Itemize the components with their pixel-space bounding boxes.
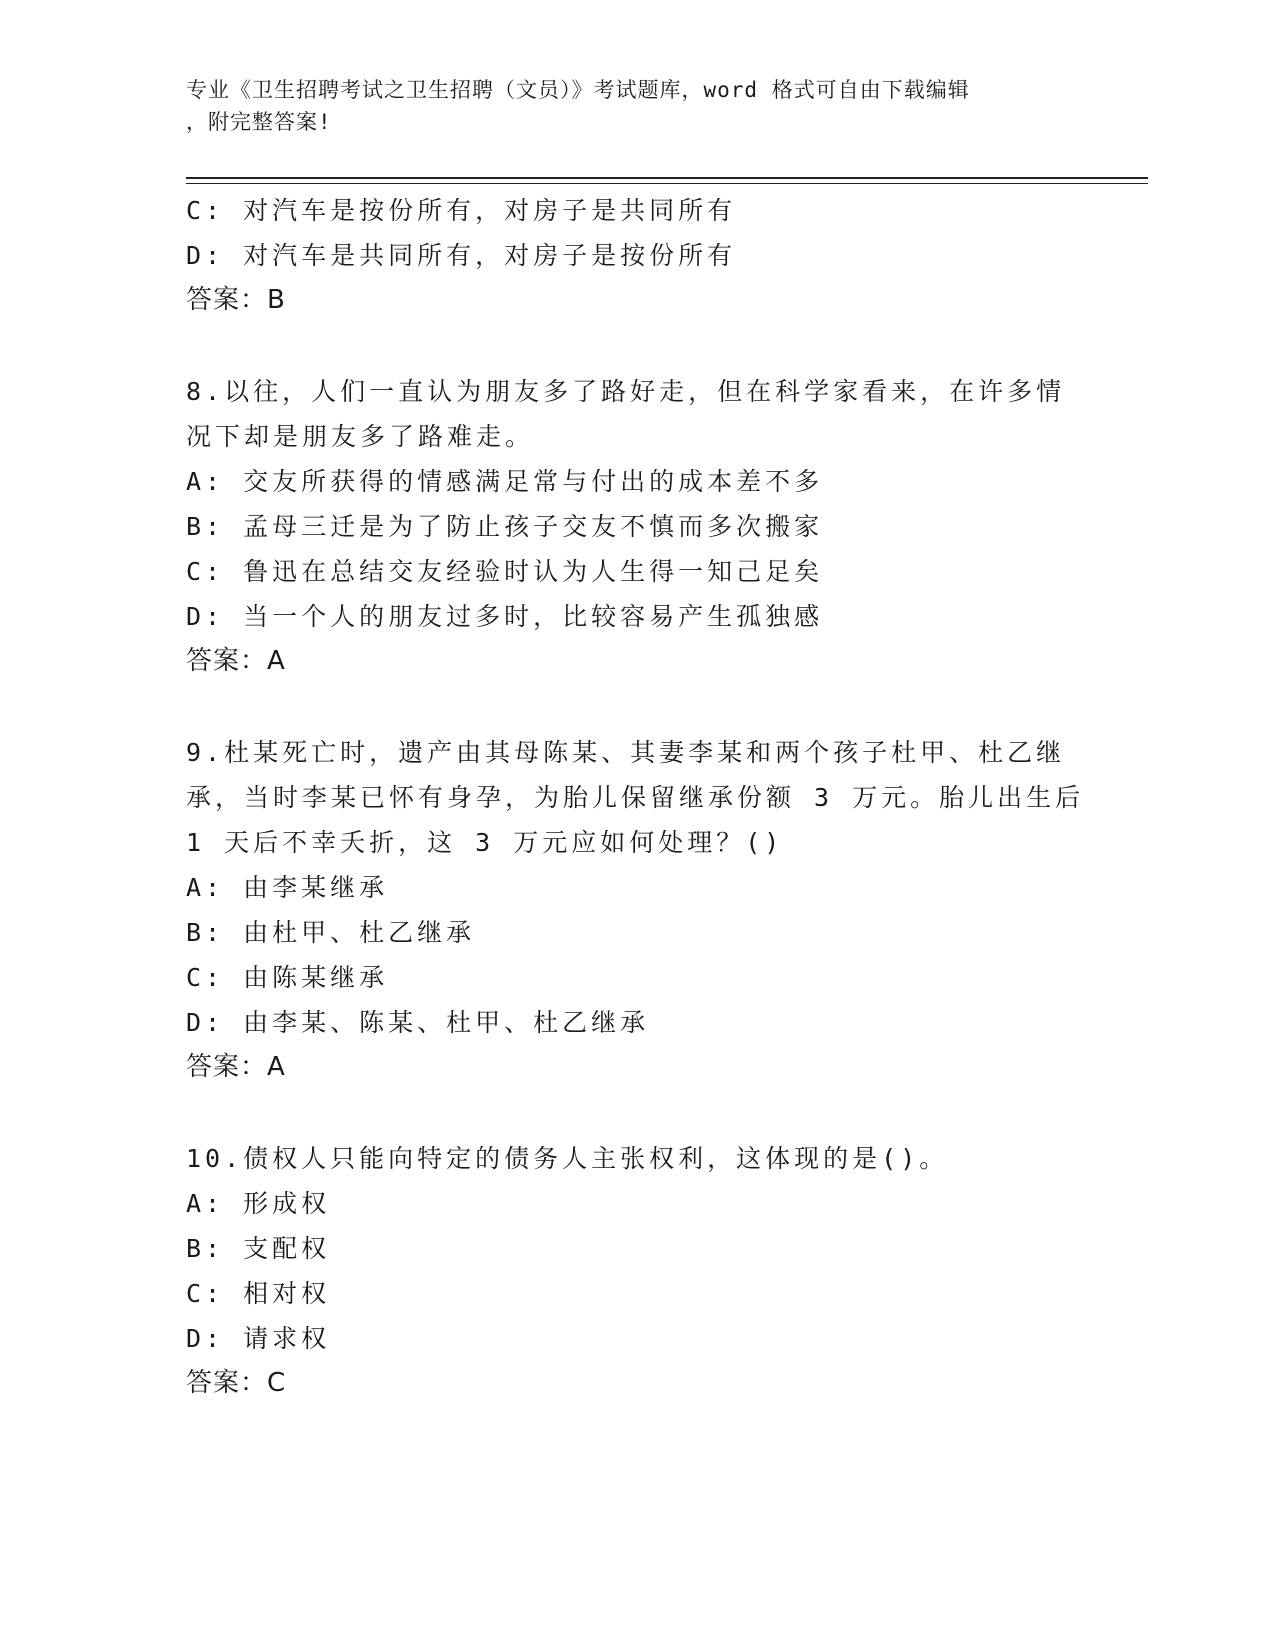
option-c: C: 由陈某继承	[186, 963, 389, 992]
question-block-10	[186, 1136, 1086, 1406]
answer-line: 答案：A	[186, 1052, 286, 1082]
question-stem-cont: 况下却是朋友多了路难走。	[186, 422, 535, 451]
spacer	[186, 684, 1086, 730]
question-stem: 9.杜某死亡时，遗产由其母陈某、其妻李某和两个孩子杜甲、杜乙继	[186, 738, 1066, 767]
option-b: B: 支配权	[186, 1234, 331, 1263]
spacer	[186, 1090, 1086, 1136]
question-list	[186, 188, 1086, 1406]
option-a: A: 由李某继承	[186, 873, 389, 902]
question-stem: 8.以往，人们一直认为朋友多了路好走，但在科学家看来，在许多情	[186, 377, 1066, 406]
header-line-2: ，附完整答案!	[186, 110, 332, 134]
option-a: A: 交友所获得的情感满足常与付出的成本差不多	[186, 467, 824, 496]
option-d: D: 请求权	[186, 1324, 331, 1353]
option-d: D: 由李某、陈某、杜甲、杜乙继承	[186, 1008, 650, 1037]
option-d: D: 当一个人的朋友过多时，比较容易产生孤独感	[186, 602, 824, 631]
spacer	[186, 323, 1086, 369]
question-stem-cont: 承，当时李某已怀有身孕，为胎儿保留继承份额 3 万元。胎儿出生后	[186, 783, 1085, 812]
question-block-8	[186, 369, 1086, 684]
option-c: C: 对汽车是按份所有，对房子是共同所有	[186, 196, 737, 225]
answer-line: 答案：B	[186, 285, 286, 315]
header-divider-thick	[186, 177, 1148, 179]
option-c: C: 相对权	[186, 1279, 331, 1308]
question-block-prev	[186, 188, 1086, 323]
answer-line: 答案：C	[186, 1368, 287, 1398]
header-line-1: 专业《卫生招聘考试之卫生招聘（文员）》考试题库，word 格式可自由下载编辑	[186, 78, 970, 102]
answer-line: 答案：A	[186, 646, 286, 676]
option-b: B: 孟母三迁是为了防止孩子交友不慎而多次搬家	[186, 512, 824, 541]
option-c: C: 鲁迅在总结交友经验时认为人生得一知己足矣	[186, 557, 824, 586]
question-stem: 10.债权人只能向特定的债务人主张权利，这体现的是()。	[186, 1144, 949, 1173]
option-b: B: 由杜甲、杜乙继承	[186, 918, 476, 947]
header-divider-thin	[186, 183, 1148, 184]
option-a: A: 形成权	[186, 1189, 331, 1218]
question-block-9	[186, 730, 1086, 1090]
option-d: D: 对汽车是共同所有，对房子是按份所有	[186, 241, 737, 270]
document-header	[186, 74, 1086, 138]
question-stem-cont: 1 天后不幸夭折，这 3 万元应如何处理？()	[186, 828, 784, 857]
